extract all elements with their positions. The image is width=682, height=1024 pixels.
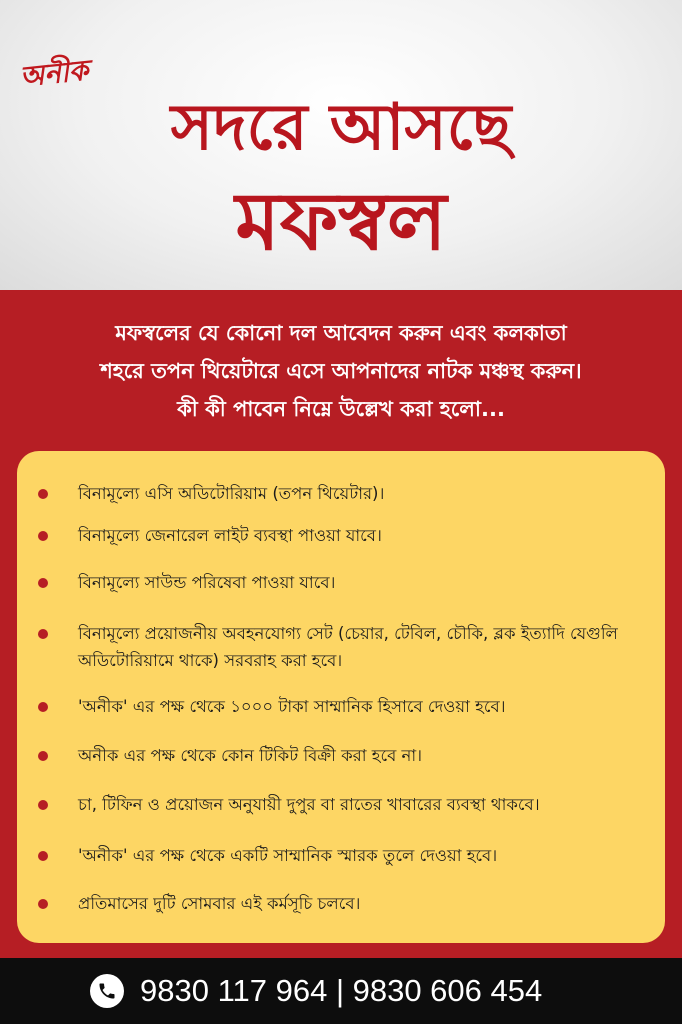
bullet-icon <box>38 629 48 639</box>
benefit-text: অনীক এর পক্ষ থেকে কোন টিকিট বিক্রী করা হবে না। <box>78 746 423 765</box>
phone-numbers[interactable]: 9830 117 964 | 9830 606 454 <box>140 973 543 1008</box>
bullet-icon <box>38 702 48 712</box>
headline-line-1: সদরে আসছে <box>170 91 512 165</box>
bullet-icon <box>38 578 48 588</box>
headline-line-2: মফস্বল <box>235 175 447 268</box>
bullet-icon <box>38 851 48 861</box>
benefit-text: প্রতিমাসের দুটি সোমবার এই কর্মসূচি চলবে। <box>78 894 361 913</box>
bullet-icon <box>38 800 48 810</box>
benefit-text: বিনামূল্যে প্রয়োজনীয় অবহনযোগ্য সেট (চেয়ার, টেবিল, চৌকি, ব্লক ইত্যাদি যেগুলি অডিটোরিয়ামে থাকে) সরবরাহ করা হবে। <box>78 624 618 670</box>
intro-text <box>24 314 658 428</box>
benefit-text: 'অনীক' এর পক্ষ থেকে একটি সাম্মানিক স্মারক তুলে দেওয়া হবে। <box>78 846 498 865</box>
intro-line-2: শহরে তপন থিয়েটারে এসে আপনাদের নাটক মঞ্চস্থ করুন। <box>100 359 582 383</box>
benefit-text: বিনামূল্যে জেনারেল লাইট ব্যবস্থা পাওয়া যাবে। <box>78 526 382 545</box>
anik-logo: অনীক <box>18 53 90 94</box>
intro-line-3: কী কী পাবেন নিম্নে উল্লেখ করা হলো... <box>177 397 505 421</box>
benefit-text: বিনামূল্যে এসি অডিটোরিয়াম (তপন থিয়েটার)। <box>78 484 385 503</box>
intro-line-1: মফস্বলের যে কোনো দল আবেদন করুন এবং কলকাতা <box>115 321 567 345</box>
benefit-text: চা, টিফিন ও প্রয়োজন অনুযায়ী দুপুর বা রাতের খাবারের ব্যবস্থা থাকবে। <box>78 795 540 814</box>
bullet-icon <box>38 531 48 541</box>
benefit-text: 'অনীক' এর পক্ষ থেকে ১০০০ টাকা সাম্মানিক হিসাবে দেওয়া হবে। <box>78 697 506 716</box>
benefit-text: বিনামূল্যে সাউন্ড পরিষেবা পাওয়া যাবে। <box>78 573 336 592</box>
phone-icon <box>90 974 124 1008</box>
bullet-icon <box>38 899 48 909</box>
bullet-icon <box>38 751 48 761</box>
bullet-icon <box>38 489 48 499</box>
